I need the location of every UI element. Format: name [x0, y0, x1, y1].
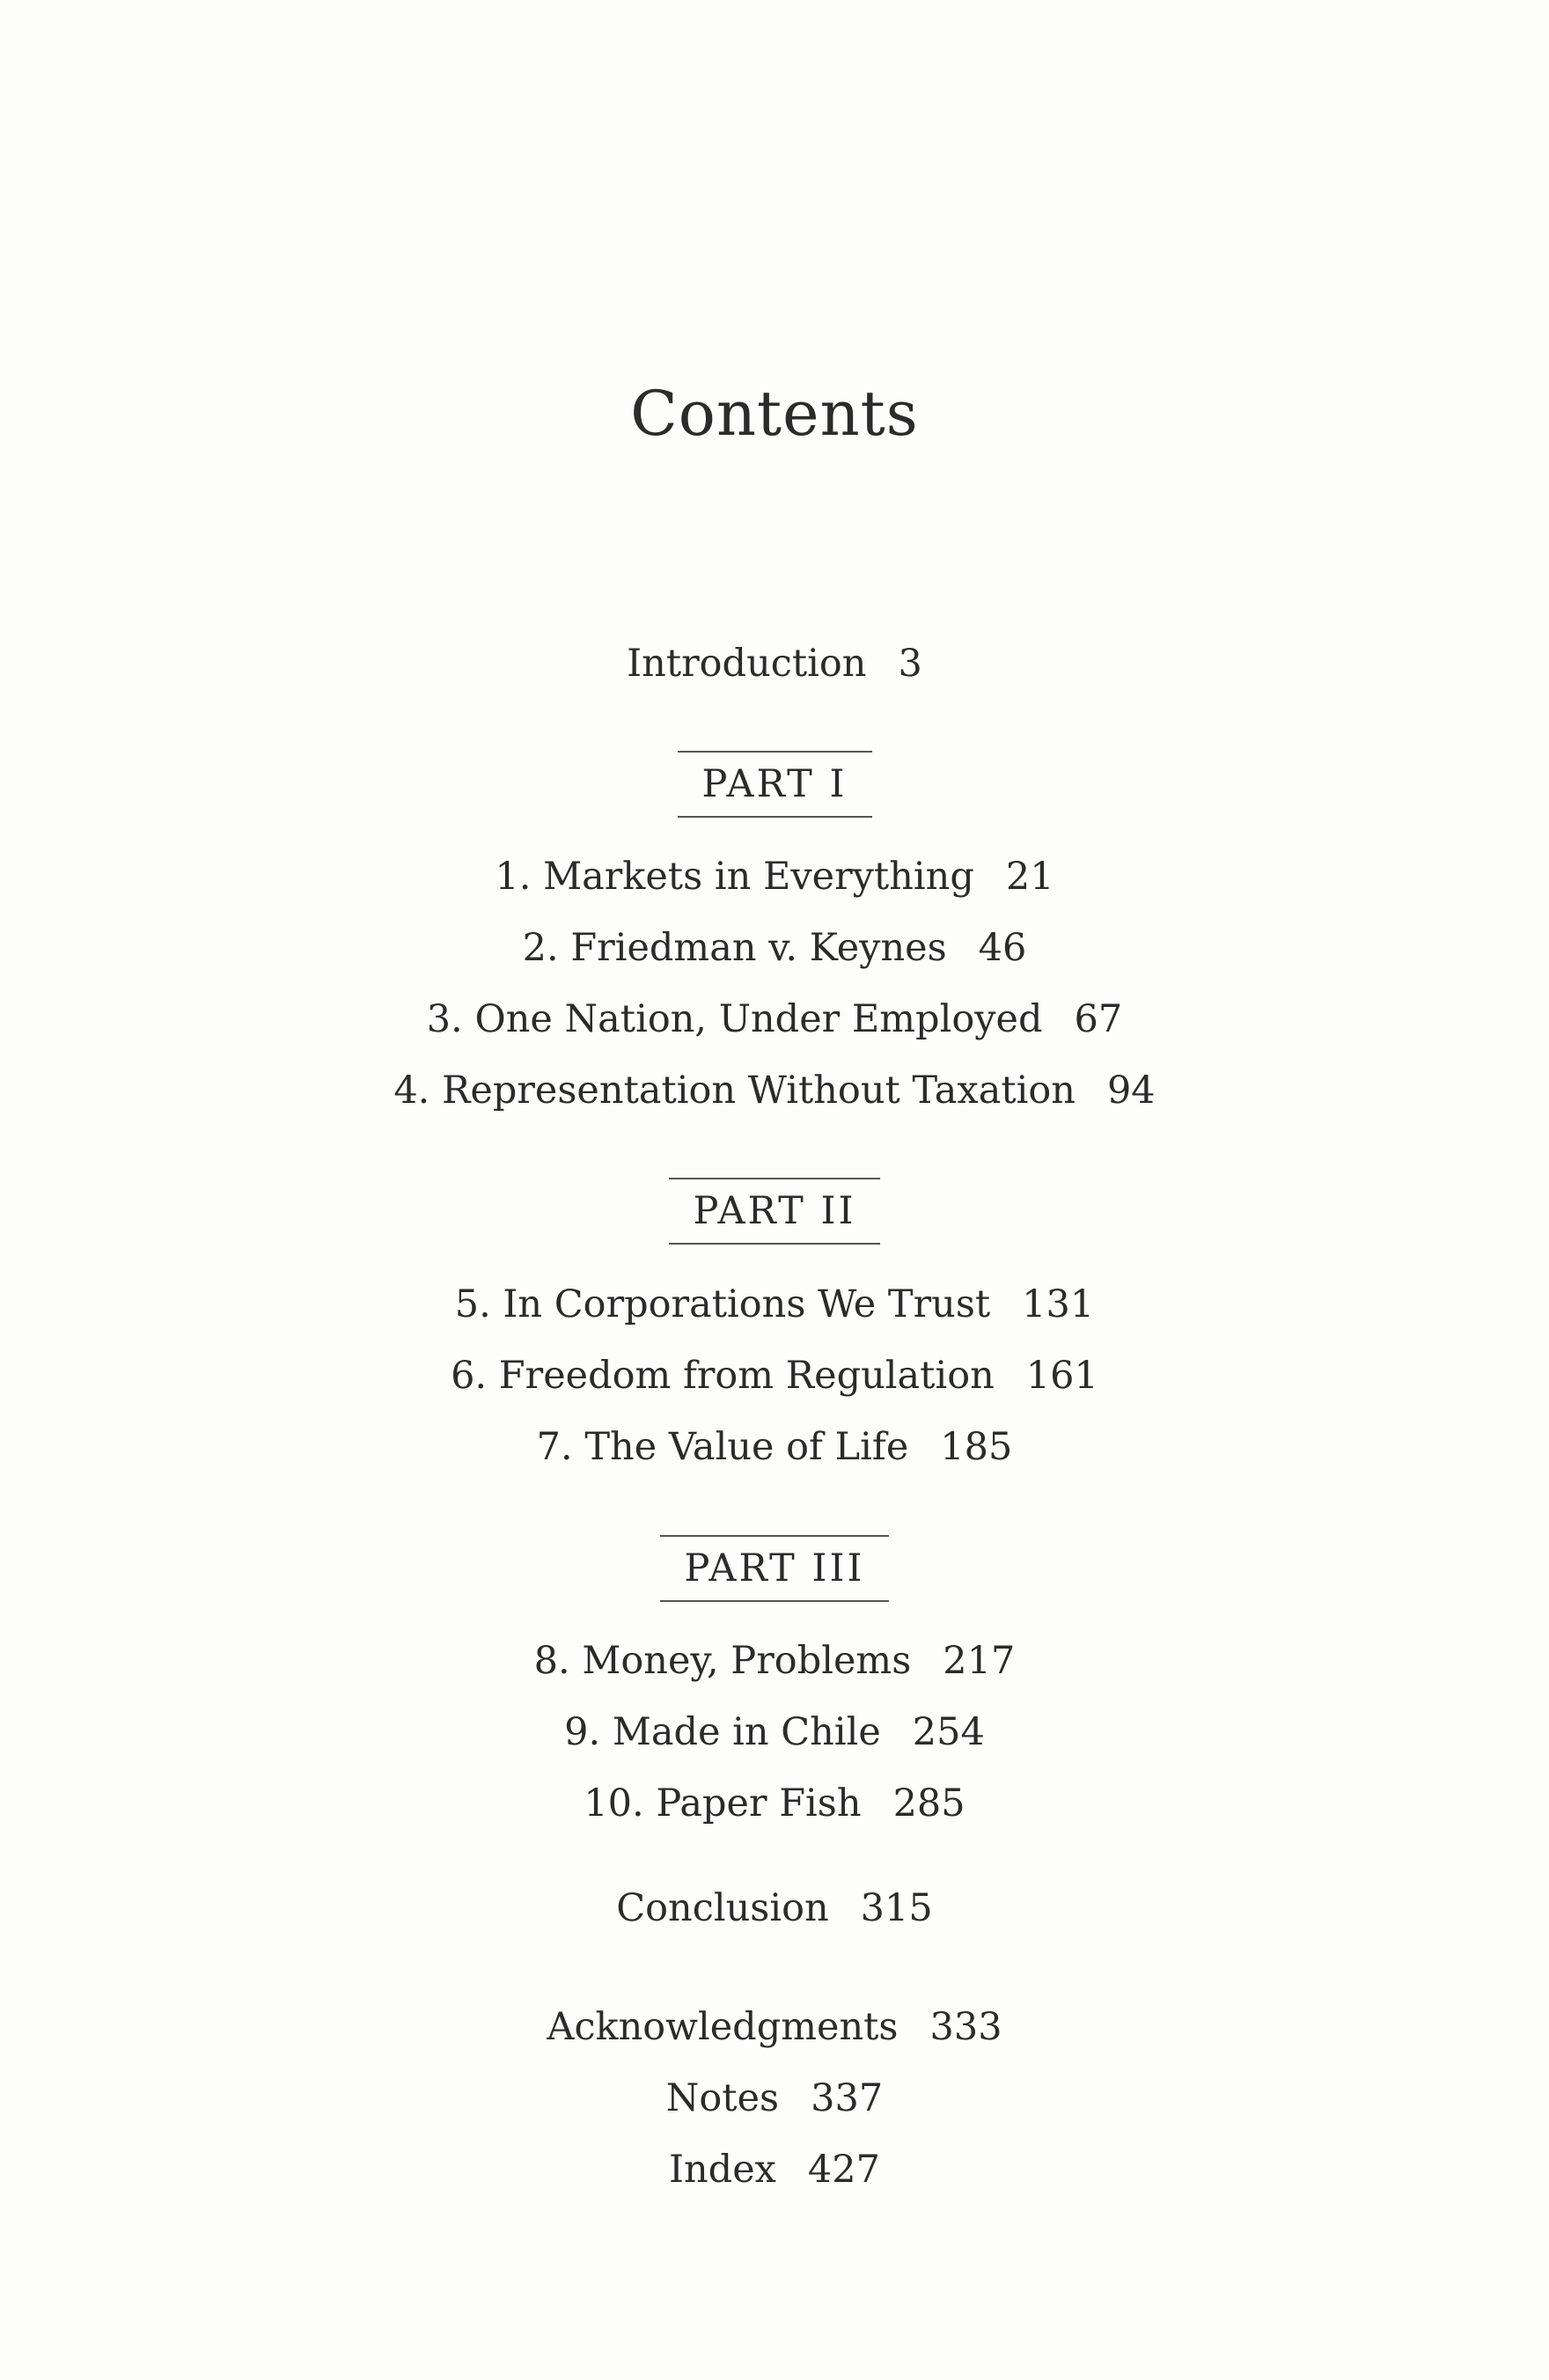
toc-entry-index	[0, 2143, 1549, 2196]
entry-page-number: 131	[1022, 1282, 1095, 1326]
part-label: PART III	[660, 1535, 890, 1602]
toc-entry-chapter-2	[0, 922, 1549, 974]
toc-entry-chapter-10	[0, 1777, 1549, 1830]
part-label: PART I	[678, 751, 872, 818]
entry-label: 2. Friedman v. Keynes	[522, 926, 947, 970]
toc-entry-chapter-3	[0, 993, 1549, 1046]
entry-page-number: 337	[811, 2076, 884, 2120]
toc-entry-conclusion	[0, 1882, 1549, 1935]
entry-page-number: 285	[892, 1781, 965, 1825]
toc-entry-chapter-1	[0, 850, 1549, 903]
part-heading-3	[0, 1535, 1549, 1602]
entry-label: 9. Made in Chile	[564, 1710, 881, 1754]
toc-entry-acknowledgments	[0, 2001, 1549, 2053]
toc-entry-chapter-7	[0, 1421, 1549, 1473]
page-title: Contents	[630, 378, 919, 450]
entry-label: Acknowledgments	[547, 2005, 899, 2049]
entry-page-number: 3	[898, 642, 922, 686]
entry-label: 6. Freedom from Regulation	[451, 1354, 995, 1398]
entry-label: 3. One Nation, Under Employed	[426, 997, 1043, 1041]
entry-label: 10. Paper Fish	[584, 1781, 862, 1825]
entry-label: Notes	[665, 2076, 780, 2120]
entry-label: 1. Markets in Everything	[495, 855, 974, 899]
entry-page-number: 21	[1005, 855, 1054, 899]
entry-page-number: 94	[1106, 1069, 1156, 1113]
toc-entry-chapter-8	[0, 1634, 1549, 1687]
entry-page-number: 161	[1025, 1354, 1098, 1398]
entry-page-number: 333	[929, 2005, 1002, 2049]
entry-label: 8. Money, Problems	[533, 1639, 912, 1683]
entry-page-number: 67	[1074, 997, 1123, 1041]
entry-label: 4. Representation Without Taxation	[393, 1069, 1075, 1113]
part-heading-1	[0, 751, 1549, 818]
entry-label: Conclusion	[616, 1886, 829, 1930]
entry-page-number: 46	[978, 926, 1027, 970]
entry-page-number: 217	[943, 1639, 1016, 1683]
entry-page-number: 427	[807, 2148, 880, 2192]
part-label: PART II	[669, 1178, 881, 1245]
part-heading-2	[0, 1178, 1549, 1245]
entry-label: Introduction	[627, 642, 867, 686]
entry-page-number: 185	[940, 1425, 1013, 1469]
entry-label: 7. The Value of Life	[536, 1425, 909, 1469]
toc-entry-chapter-5	[0, 1278, 1549, 1331]
toc-entry-introduction	[0, 637, 1549, 690]
entry-page-number: 254	[912, 1710, 985, 1754]
toc-entry-chapter-4	[0, 1064, 1549, 1117]
entry-label: 5. In Corporations We Trust	[454, 1282, 991, 1326]
entry-page-number: 315	[860, 1886, 933, 1930]
toc-entry-chapter-9	[0, 1706, 1549, 1759]
entry-label: Index	[669, 2148, 776, 2192]
toc-entry-notes	[0, 2072, 1549, 2125]
toc-entry-chapter-6	[0, 1349, 1549, 1402]
